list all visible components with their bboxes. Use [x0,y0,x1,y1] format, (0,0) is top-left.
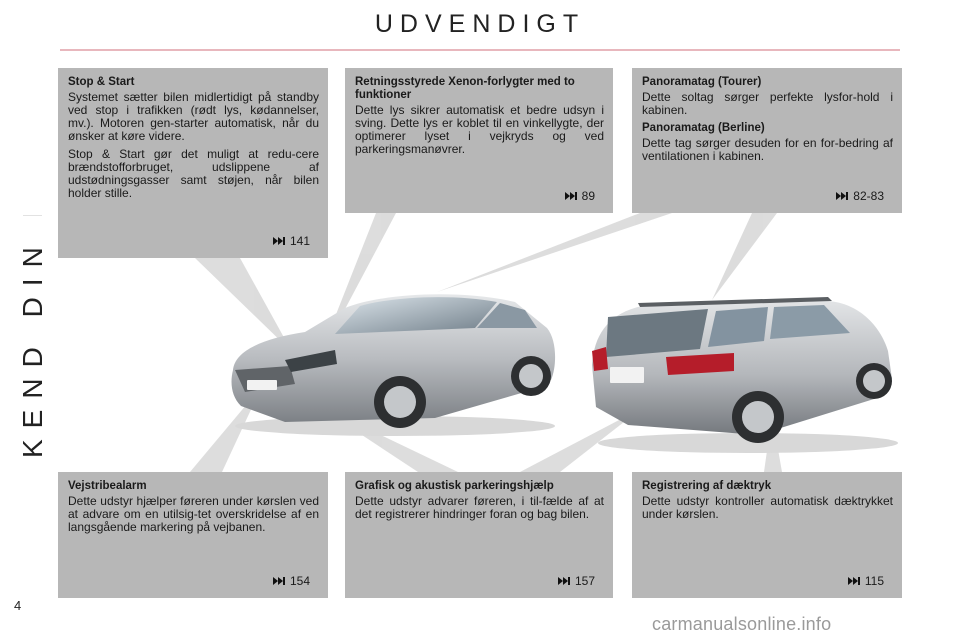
reference-page-number: 157 [574,574,595,588]
box-text: Dette tag sørger desuden for en for-bedring af ventilationen i kabinen. [642,136,893,163]
reference-page-number: 89 [581,189,595,203]
page-title: UDVENDIGT [374,10,586,38]
box-title: Retningsstyrede Xenon-forlygter med to funktioner [355,76,575,101]
callout-panorama-tourer [712,213,777,300]
box-tyre-pressure [632,472,902,598]
box-title: Panoramatag (Berline) [642,122,765,134]
watermark: carmanualsonline.info [652,614,832,634]
box-title: Stop & Start [68,76,135,88]
section-label-text: KEND DIN BIL [17,215,48,458]
box-text: Dette udstyr advarer føreren, i til-fælde af at det registrerer hindringer foran og bag bilen. [355,494,604,521]
box-parking-aid [345,472,613,598]
fast-forward-icon [565,192,577,200]
box-title: Panoramatag (Tourer) [642,76,762,88]
box-text: Dette lys sikrer automatisk et bedre udsyn i sving. Dette lys er koblet til en vinkellygte, der optimerer lyset i vejkryds og ved parkeringsmanøvrer. [355,103,604,156]
fast-forward-icon [273,237,285,245]
fast-forward-icon [273,577,285,585]
box-text: Dette soltag sørger perfekte lysfor-hold i kabinen. [642,90,893,117]
page-reference[interactable] [558,574,595,588]
fast-forward-icon [848,577,860,585]
page-reference[interactable] [836,189,884,203]
box-title: Registrering af dæktryk [642,480,772,492]
box-lane-alarm [58,472,328,598]
box-text: Dette udstyr hjælper føreren under kørslen ved at advare om en utilsig-tet overskridelse af en langsgående markering på vejbanen. [68,494,319,534]
fast-forward-icon [558,577,570,585]
box-xenon [345,68,613,213]
box-text: Dette udstyr kontroller automatisk dæktrykket under kørslen. [642,494,893,521]
reference-page-number: 141 [289,234,310,248]
reference-page-number: 115 [864,574,884,588]
page-reference[interactable] [273,574,310,588]
callout-panorama-berline [437,213,672,292]
box-text: Stop & Start gør det muligt at redu-cere brændstofforbruget, udslippene af udstødningsgasser samt støjen, når bilen holder stille. [68,147,319,200]
page-number: 4 [14,598,22,613]
fast-forward-icon [836,192,848,200]
box-title: Grafisk og akustisk parkeringshjælp [355,480,554,492]
estate-car-illustration [588,295,898,455]
page-reference[interactable] [848,574,884,588]
sedan-car-illustration [225,288,560,438]
box-text: Systemet sætter bilen midlertidigt på standby ved stop i trafikken (rødt lys, kødannelser, mv.). Motoren gen-starter automatisk, når du ønsker at køre videre. [68,90,319,143]
box-stop-start [58,68,328,258]
reference-page-number: 154 [289,574,310,588]
box-title: Vejstribealarm [68,480,147,492]
page-reference[interactable] [565,189,595,203]
box-panorama [632,68,902,213]
page-reference[interactable] [273,234,310,248]
reference-page-number: 82-83 [853,189,884,203]
